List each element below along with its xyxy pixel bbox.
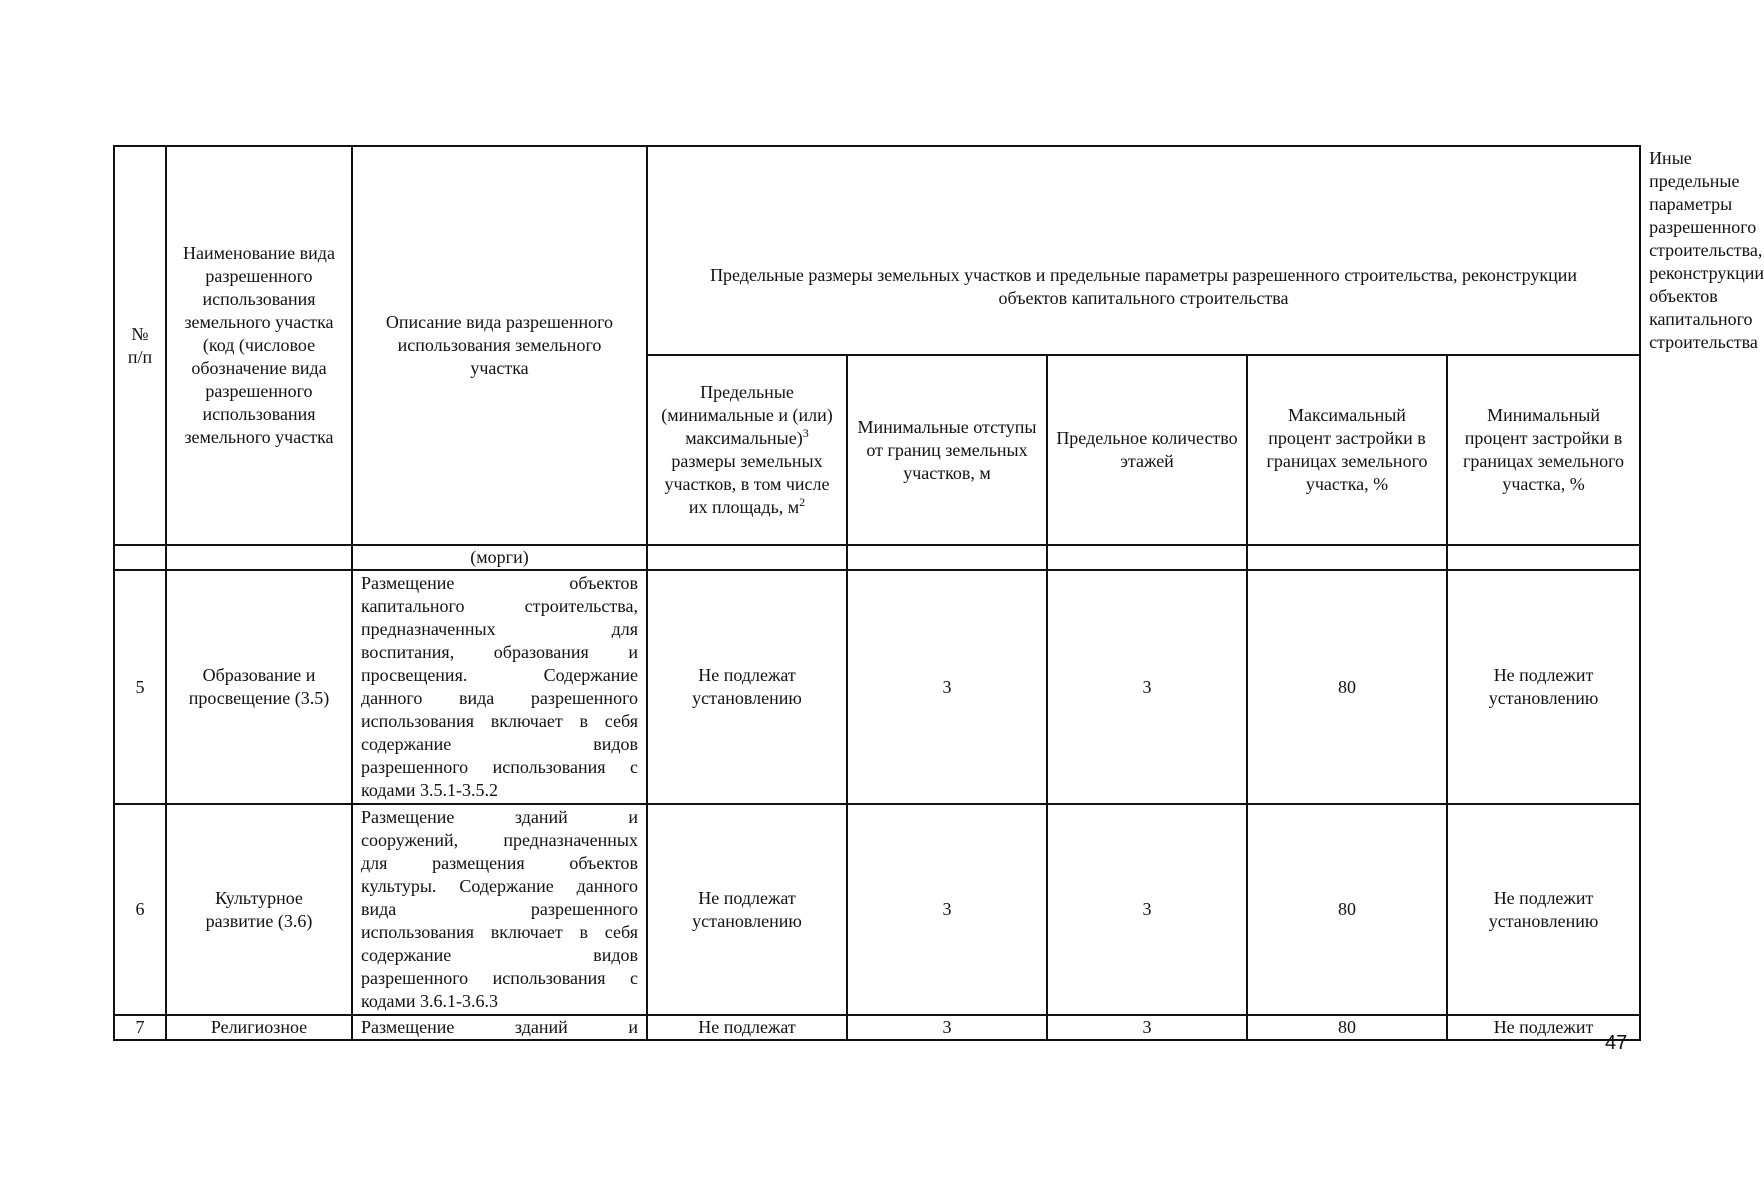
cell-name: Религиозное: [166, 1015, 352, 1040]
header-col-min-pct: Минимальный процент застройки в границах земельного участка, %: [1447, 355, 1640, 545]
header-col-size-text-a: Предельные (минимальные и (или) максимальные): [661, 382, 833, 448]
table-row: [114, 570, 1640, 804]
land-use-parameters-table: [113, 145, 1764, 1041]
header-col-num: № п/п: [114, 146, 166, 545]
cell-offsets: 3: [847, 1015, 1047, 1040]
cell-desc: (морги): [352, 545, 647, 570]
cell-min-pct: [1447, 545, 1640, 570]
cell-size: Не подлежат установлению: [647, 570, 847, 804]
cell-floors: 3: [1047, 570, 1247, 804]
header-group-limits: Предельные размеры земельных участков и предельные параметры разрешенного строительства, реконструкции объектов капитального строительства: [647, 146, 1640, 355]
cell-min-pct: Не подлежит установлению: [1447, 570, 1640, 804]
page-number: 47: [1605, 1032, 1628, 1054]
unit-superscript: 2: [799, 495, 806, 509]
footnote-ref: 3: [802, 426, 809, 440]
cell-offsets: 3: [847, 570, 1047, 804]
cell-num: 7: [114, 1015, 166, 1040]
cell-max-pct: 80: [1247, 570, 1447, 804]
cell-desc: Размещение зданий и: [352, 1015, 647, 1040]
table-row: [114, 1015, 1640, 1040]
cell-desc: Размещение зданий и сооружений, предназначенных для размещения объектов культуры. Содержание данного вида разрешенного использования включает в себя содержание видов разрешенного использования с кодами 3.6.1-3.6.3: [352, 804, 647, 1015]
table-header-row-1: № п/п Наименование вида разрешенного использования земельного участка (код (числовое обозначение вида разрешенного использования земельного участка Описание вида разрешенного использования земельного участка Предельные размеры земельных участков и предельные параметры разрешенного строительства, реконструкции объектов капитального строительства Иные предельные параметры разрешенного строительства, реконструкции объектов капитального строительства: [114, 146, 1640, 355]
header-col-name: Наименование вида разрешенного использования земельного участка (код (числовое обозначение вида разрешенного использования земельного участка: [166, 146, 352, 545]
cell-offsets: 3: [847, 804, 1047, 1015]
header-col-size-text-b: размеры земельных участков, в том числе их площадь, м: [664, 451, 830, 517]
cell-size: Не подлежат установлению: [647, 804, 847, 1015]
cell-size: Не подлежат: [647, 1015, 847, 1040]
cell-floors: 3: [1047, 1015, 1247, 1040]
cell-num: 6: [114, 804, 166, 1015]
cell-name: [166, 545, 352, 570]
cell-num: 5: [114, 570, 166, 804]
cell-num: [114, 545, 166, 570]
table-row-continuation: [114, 545, 1640, 570]
cell-desc: Размещение объектов капитального строительства, предназначенных для воспитания, образования и просвещения. Содержание данного вида разрешенного использования включает в себя содержание видов разрешенного использования с кодами 3.5.1-3.5.2: [352, 570, 647, 804]
cell-floors: [1047, 545, 1247, 570]
cell-size: [647, 545, 847, 570]
header-col-desc: Описание вида разрешенного использования земельного участка: [352, 146, 647, 545]
cell-name: Образование и просвещение (3.5): [166, 570, 352, 804]
cell-min-pct: Не подлежит установлению: [1447, 804, 1640, 1015]
cell-offsets: [847, 545, 1047, 570]
cell-max-pct: 80: [1247, 804, 1447, 1015]
header-col-floors: Предельное количество этажей: [1047, 355, 1247, 545]
cell-min-pct: Не подлежит: [1447, 1015, 1640, 1040]
cell-max-pct: 80: [1247, 1015, 1447, 1040]
header-col-offsets: Минимальные отступы от границ земельных участков, м: [847, 355, 1047, 545]
cell-max-pct: [1247, 545, 1447, 570]
cell-name: Культурное развитие (3.6): [166, 804, 352, 1015]
header-col-size: [647, 355, 847, 545]
cell-floors: 3: [1047, 804, 1247, 1015]
table-row: [114, 804, 1640, 1015]
header-col-max-pct: Максимальный процент застройки в границах земельного участка, %: [1247, 355, 1447, 545]
